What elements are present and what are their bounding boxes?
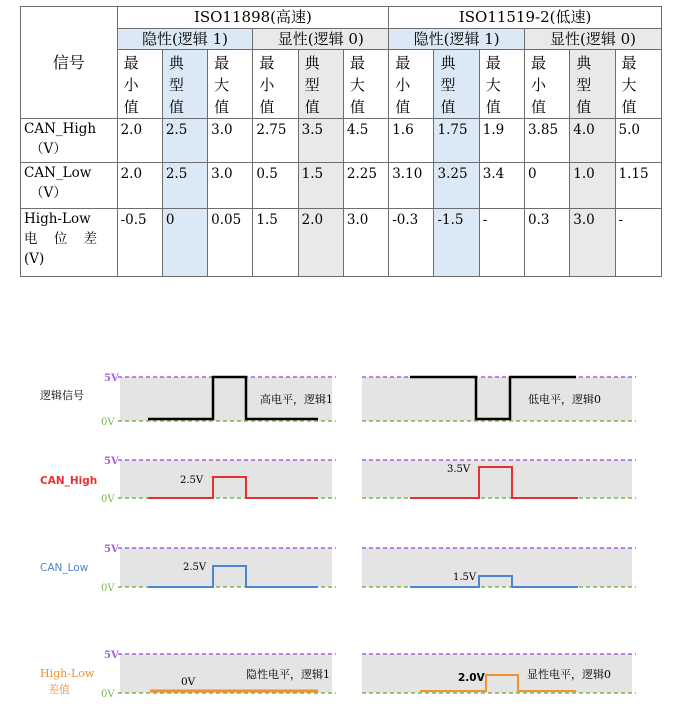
- row-label-diff-sub: 差值: [48, 683, 70, 696]
- sub-header-char: 最: [621, 54, 637, 72]
- table-cell: 2.0: [117, 119, 162, 163]
- table-cell: 3.25: [434, 163, 479, 209]
- table-row: [21, 119, 662, 163]
- zero-v-label: 0V: [101, 494, 115, 505]
- table-cell: 3.0: [208, 119, 253, 163]
- sub-header-cell: [479, 50, 524, 119]
- sub-header-cell: [117, 50, 162, 119]
- sub-header-char: 小: [123, 76, 139, 94]
- logic-header-hs-recessive: 隐性(逻辑 1): [117, 29, 253, 50]
- table-cell: -0.5: [117, 209, 162, 277]
- table-cell: 3.4: [479, 163, 524, 209]
- logic-header-hs-dominant: 显性(逻辑 0): [253, 29, 389, 50]
- sub-header-cell: [389, 50, 434, 119]
- annotation-diff-left-value: 0V: [181, 676, 196, 688]
- row-name-line: High-Low: [24, 211, 91, 227]
- sub-header-char: 型: [304, 76, 320, 94]
- standard-low-speed: ISO11519-2(低速): [389, 7, 662, 29]
- sub-header-char: 最: [123, 54, 139, 72]
- sub-header-cell: [434, 50, 479, 119]
- table-cell: 1.15: [615, 163, 661, 209]
- signal-header: 信号: [21, 7, 118, 119]
- annotation-low-right: 1.5V: [453, 572, 477, 583]
- panel-right: [362, 548, 632, 587]
- zero-v-label: 0V: [101, 417, 115, 428]
- row-signal-name: [21, 119, 118, 163]
- annotation-low-left: 2.5V: [183, 562, 207, 573]
- standard-high-speed: ISO11898(高速): [117, 7, 389, 29]
- sub-header-char: 值: [576, 98, 592, 116]
- table-row: [21, 209, 662, 277]
- sub-header-cell: [298, 50, 343, 119]
- sub-header-cell: [525, 50, 570, 119]
- table-cell: 4.5: [343, 119, 388, 163]
- row-label-can-high: CAN_High: [40, 475, 98, 487]
- annotation-diff-right-text: 显性电平，逻辑0: [527, 668, 611, 681]
- sub-header-char: 值: [485, 98, 501, 116]
- waveform-svg: [0, 355, 675, 708]
- table-cell: 3.0: [208, 163, 253, 209]
- zero-v-label: 0V: [101, 583, 115, 594]
- five-v-label: 5V: [104, 650, 119, 661]
- table-cell: 1.9: [479, 119, 524, 163]
- sub-header-char: 大: [621, 76, 637, 94]
- sub-header-char: 典: [304, 54, 320, 72]
- row-label-logic: 逻辑信号: [40, 389, 84, 402]
- sub-header-cell: [162, 50, 207, 119]
- sub-header-char: 值: [259, 98, 275, 116]
- sub-header-char: 小: [531, 76, 547, 94]
- sub-header-char: 值: [440, 98, 456, 116]
- logic-header-ls-dominant: 显性(逻辑 0): [525, 29, 662, 50]
- table-cell: 2.0: [298, 209, 343, 277]
- sub-header-char: 典: [576, 54, 592, 72]
- sub-header-char: 最: [531, 54, 547, 72]
- table-cell: -1.5: [434, 209, 479, 277]
- panel-backgrounds: [120, 377, 632, 693]
- table-cell: 3.5: [298, 119, 343, 163]
- annotation-high-right: 3.5V: [447, 464, 471, 475]
- table-cell: 3.0: [570, 209, 615, 277]
- row-label-can-low: CAN_Low: [40, 562, 89, 574]
- table-cell: 4.0: [570, 119, 615, 163]
- sub-header-char: 大: [214, 76, 230, 94]
- annotation-diff-right-value: 2.0V: [458, 672, 485, 684]
- table-cell: -: [479, 209, 524, 277]
- sub-header-char: 最: [349, 54, 365, 72]
- sub-header-char: 小: [395, 76, 411, 94]
- sub-header-cell: [615, 50, 661, 119]
- sub-header-char: 值: [123, 98, 139, 116]
- row-name-line: CAN_High: [24, 121, 97, 137]
- table-cell: 3.0: [343, 209, 388, 277]
- table-cell: 0.05: [208, 209, 253, 277]
- table-body: [21, 119, 662, 277]
- panel-right: [362, 460, 632, 498]
- sub-header-char: 型: [440, 76, 456, 94]
- table-cell: 0.5: [253, 163, 298, 209]
- annotation-high-left: 2.5V: [180, 475, 204, 486]
- waveform-diagram: [0, 355, 675, 708]
- logic-header-ls-recessive: 隐性(逻辑 1): [389, 29, 525, 50]
- sub-header-char: 最: [485, 54, 501, 72]
- table-cell: 3.10: [389, 163, 434, 209]
- table-cell: -0.3: [389, 209, 434, 277]
- table-row: [21, 163, 662, 209]
- table-cell: 1.0: [570, 163, 615, 209]
- sub-header-cell: [570, 50, 615, 119]
- signal-traces: [148, 377, 578, 691]
- row-name-line: （V）: [30, 141, 67, 157]
- sub-header-row: [21, 50, 662, 119]
- sub-header-char: 值: [531, 98, 547, 116]
- reference-lines: [118, 377, 636, 693]
- sub-header-char: 大: [349, 76, 365, 94]
- row-signal-name: [21, 209, 118, 277]
- sub-header-char: 大: [485, 76, 501, 94]
- table-cell: 2.0: [117, 163, 162, 209]
- sub-header-char: 值: [349, 98, 365, 116]
- table-cell: 5.0: [615, 119, 661, 163]
- row-signal-name: [21, 163, 118, 209]
- annotation-logic-right: 低电平，逻辑0: [528, 393, 601, 406]
- sub-header-char: 最: [395, 54, 411, 72]
- sub-header-char: 型: [576, 76, 592, 94]
- table-cell: 3.85: [525, 119, 570, 163]
- sub-header-char: 值: [214, 98, 230, 116]
- table-cell: 0: [162, 209, 207, 277]
- can-voltage-spec-table: [20, 6, 662, 277]
- sub-header-char: 典: [168, 54, 184, 72]
- table-cell: 2.5: [162, 119, 207, 163]
- table-cell: 2.25: [343, 163, 388, 209]
- row-name-line: (V): [24, 251, 45, 267]
- sub-header-char: 值: [168, 98, 184, 116]
- annotation-logic-left: 高电平，逻辑1: [260, 393, 333, 406]
- sub-header-char: 值: [304, 98, 320, 116]
- row-name-line: CAN_Low: [24, 165, 92, 181]
- sub-header-char: 小: [259, 76, 275, 94]
- zero-v-label: 0V: [101, 689, 115, 700]
- table-cell: 1.6: [389, 119, 434, 163]
- sub-header-char: 最: [214, 54, 230, 72]
- sub-header-char: 典: [440, 54, 456, 72]
- sub-header-char: 最: [259, 54, 275, 72]
- five-v-label: 5V: [104, 544, 119, 555]
- five-v-label: 5V: [104, 373, 119, 384]
- table-cell: -: [615, 209, 661, 277]
- sub-header-cell: [253, 50, 298, 119]
- table-cell: 1.5: [253, 209, 298, 277]
- table-cell: 1.5: [298, 163, 343, 209]
- table-cell: 1.75: [434, 119, 479, 163]
- row-label-diff: High-Low: [40, 667, 95, 680]
- table-cell: 0.3: [525, 209, 570, 277]
- sub-header-cell: [208, 50, 253, 119]
- annotation-diff-left-text: 隐性电平，逻辑1: [246, 668, 330, 681]
- diagram-labels: [40, 373, 611, 700]
- table-cell: 2.5: [162, 163, 207, 209]
- table-cell: 0: [525, 163, 570, 209]
- sub-header-char: 值: [621, 98, 637, 116]
- five-v-label: 5V: [104, 456, 119, 467]
- row-name-line: （V）: [30, 185, 67, 201]
- row-name-line: 电 位 差: [24, 231, 104, 247]
- sub-header-char: 值: [395, 98, 411, 116]
- table-cell: 2.75: [253, 119, 298, 163]
- panel-left: [120, 548, 332, 587]
- sub-header-cell: [343, 50, 388, 119]
- panel-left: [120, 460, 332, 498]
- sub-header-char: 型: [168, 76, 184, 94]
